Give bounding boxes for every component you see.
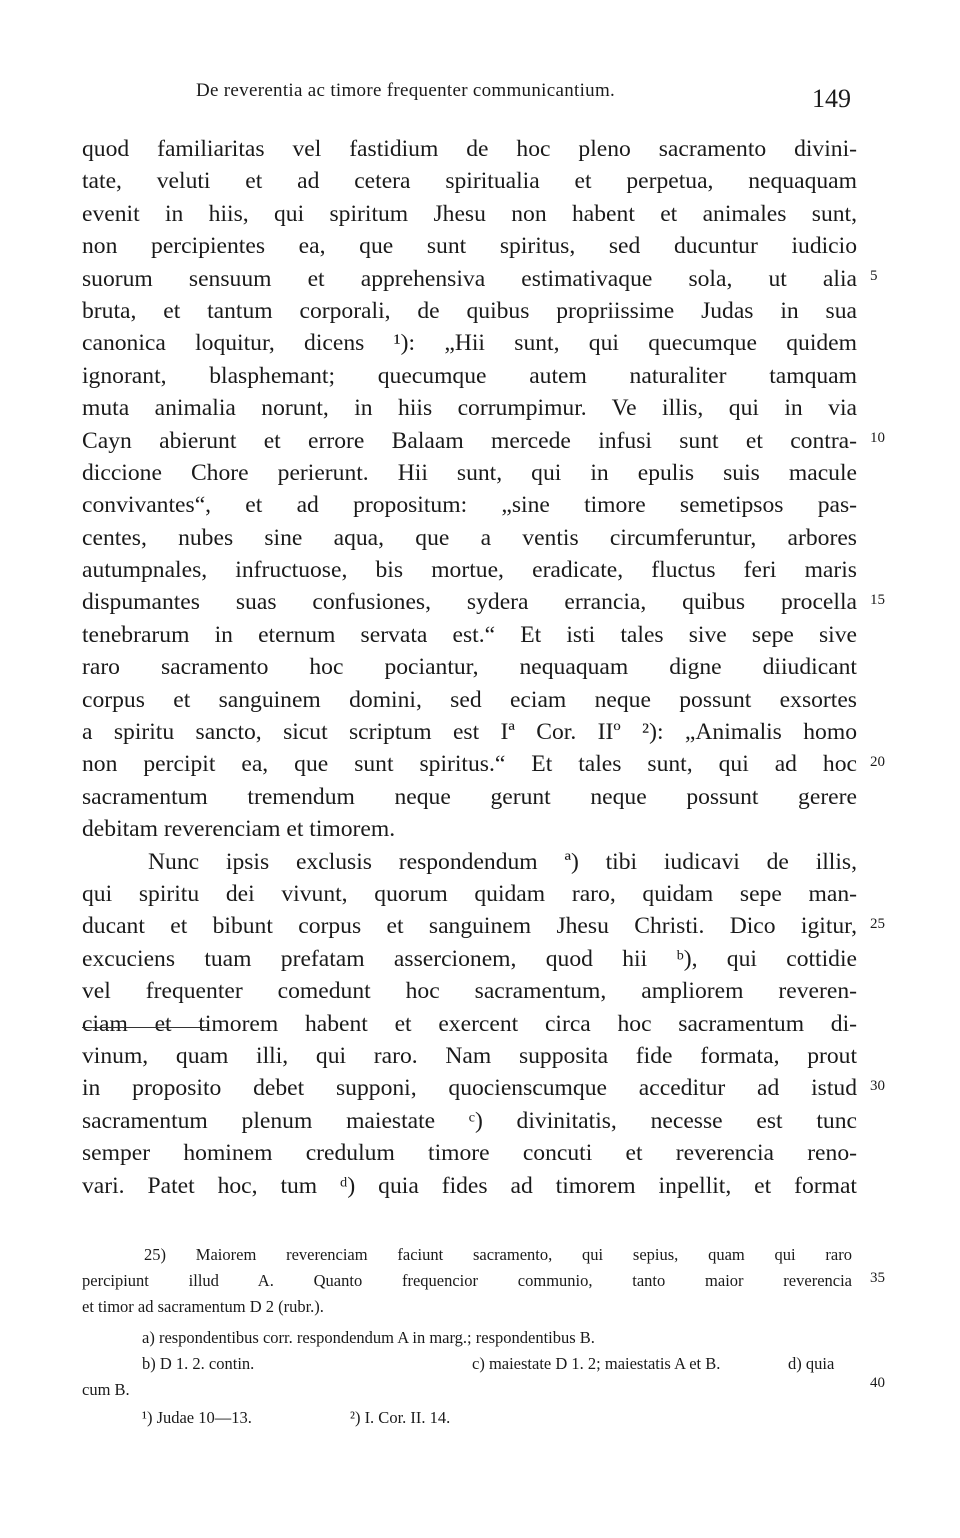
text-line: diccione Chore perierunt. Hii sunt, qui in epulis suis macule <box>82 459 857 486</box>
text-line: non percipit ea, que sunt spiritus.“ Et tales sunt, qui ad hoc <box>82 751 857 778</box>
text-line: sacramentum plenum maiestate ᶜ) divinitatis, necesse est tunc <box>82 1107 857 1134</box>
text-line: ignorant, blasphemant; quecumque autem naturaliter tamquam <box>82 362 857 389</box>
line-number: 35 <box>870 1270 885 1286</box>
text-line: centes, nubes sine aqua, que a ventis circumferuntur, arbores <box>82 524 857 551</box>
text-line: sacramentum tremendum neque gerunt neque possunt gerere <box>82 783 857 810</box>
text-line: a spiritu sancto, sicut scriptum est Iª Cor. IIº ²): „Animalis homo <box>82 719 857 746</box>
text-line: evenit in hiis, qui spiritum Jhesu non habent et animales sunt, <box>82 200 857 227</box>
reference-1: ¹) Judae 10—13. <box>142 1408 252 1427</box>
footnote-d: d) quia <box>788 1354 835 1373</box>
text-line: tenebrarum in eternum servata est.“ Et isti tales sive sepe sive <box>82 621 857 648</box>
text-line: autumpnales, infructuose, bis mortue, eradicate, fluctus feri maris <box>82 557 857 584</box>
text-line: non percipientes ea, que sunt spiritus, sed ducuntur iudicio <box>82 233 857 260</box>
page-number: 149 <box>812 84 851 113</box>
text-line: canonica loquitur, dicens ¹): „Hii sunt, qui quecumque quidem <box>82 330 857 357</box>
footnote-b: b) D 1. 2. contin. <box>142 1354 255 1373</box>
line-number: 40 <box>870 1375 885 1391</box>
text-line: ducant et bibunt corpus et sanguinem Jhesu Christi. Dico igitur, <box>82 913 857 940</box>
text-line: dispumantes suas confusiones, sydera errancia, quibus procella <box>82 589 857 616</box>
text-line: Cayn abierunt et errore Balaam mercede infusi sunt et contra- <box>82 427 857 454</box>
footnote-a: a) respondentibus corr. respondendum A in marg.; respondentibus B. <box>142 1328 595 1347</box>
main-text <box>82 133 857 1202</box>
line-number: 10 <box>870 430 885 446</box>
text-line: in proposito debet supponi, quocienscumque acceditur ad istud <box>82 1075 857 1102</box>
line-number: 20 <box>870 754 885 770</box>
text-line: excuciens tuam prefatam assercionem, quod hii ᵇ), qui cottidie <box>82 945 857 972</box>
text-line: raro sacramento hoc pociantur, nequaquam digne diiudicant <box>82 654 857 681</box>
line-number: 15 <box>870 592 885 608</box>
footnote-c: c) maiestate D 1. 2; maiestatis A et B. <box>472 1354 721 1373</box>
text-line: vel frequenter comedunt hoc sacramentum, ampliorem reveren- <box>82 978 857 1005</box>
footnote-d-continued: cum B. <box>82 1380 130 1399</box>
text-line: vari. Patet hoc, tum ᵈ) quia fides ad timorem inpellit, et format <box>82 1172 857 1199</box>
text-line: suorum sensuum et apprehensiva estimativaque sola, ut alia <box>82 265 857 292</box>
footnote-25 <box>82 1242 852 1320</box>
line-number: 5 <box>870 268 878 284</box>
reference-2: ²) I. Cor. II. 14. <box>350 1408 451 1427</box>
text-line: bruta, et tantum corporali, de quibus propriissime Judas in sua <box>82 297 857 324</box>
footnote-line: percipiunt illud A. Quanto frequencior communio, tanto maior reverencia <box>82 1271 852 1290</box>
footnote-line: et timor ad sacramentum D 2 (rubr.). <box>82 1297 324 1316</box>
text-line: debitam reverenciam et timorem. <box>82 816 396 843</box>
text-line: semper hominem credulum timore concuti et reverencia reno- <box>82 1140 857 1167</box>
text-line: quod familiaritas vel fastidium de hoc pleno sacramento divini- <box>82 136 857 162</box>
line-number: 25 <box>870 916 885 932</box>
text-line: Nunc ipsis exclusis respondendum ª) tibi iudicavi de illis, <box>148 848 857 875</box>
text-line: tate, veluti et ad cetera spiritualia et perpetua, nequaquam <box>82 168 857 195</box>
text-line: qui spiritu dei vivunt, quorum quidam raro, quidam sepe man- <box>82 880 857 907</box>
text-line: muta animalia norunt, in hiis corrumpimur. Ve illis, qui in via <box>82 395 857 422</box>
text-line: corpus et sanguinem domini, sed eciam neque possunt exsortes <box>82 686 857 713</box>
footnote-divider <box>82 1027 208 1028</box>
text-line: ciam et timorem habent et exercent circa hoc sacramentum di- <box>82 1010 857 1037</box>
running-title: De reverentia ac timore frequenter communicantium. <box>196 80 616 101</box>
text-line: vinum, quam illi, qui raro. Nam supposita fide formata, prout <box>82 1042 857 1069</box>
line-number: 30 <box>870 1078 885 1094</box>
footnote-line: 25) Maiorem reverenciam faciunt sacramento, qui sepius, quam qui raro <box>144 1245 852 1264</box>
text-line: convivantes“, et ad propositum: „sine timore semetipsos pas- <box>82 492 857 519</box>
